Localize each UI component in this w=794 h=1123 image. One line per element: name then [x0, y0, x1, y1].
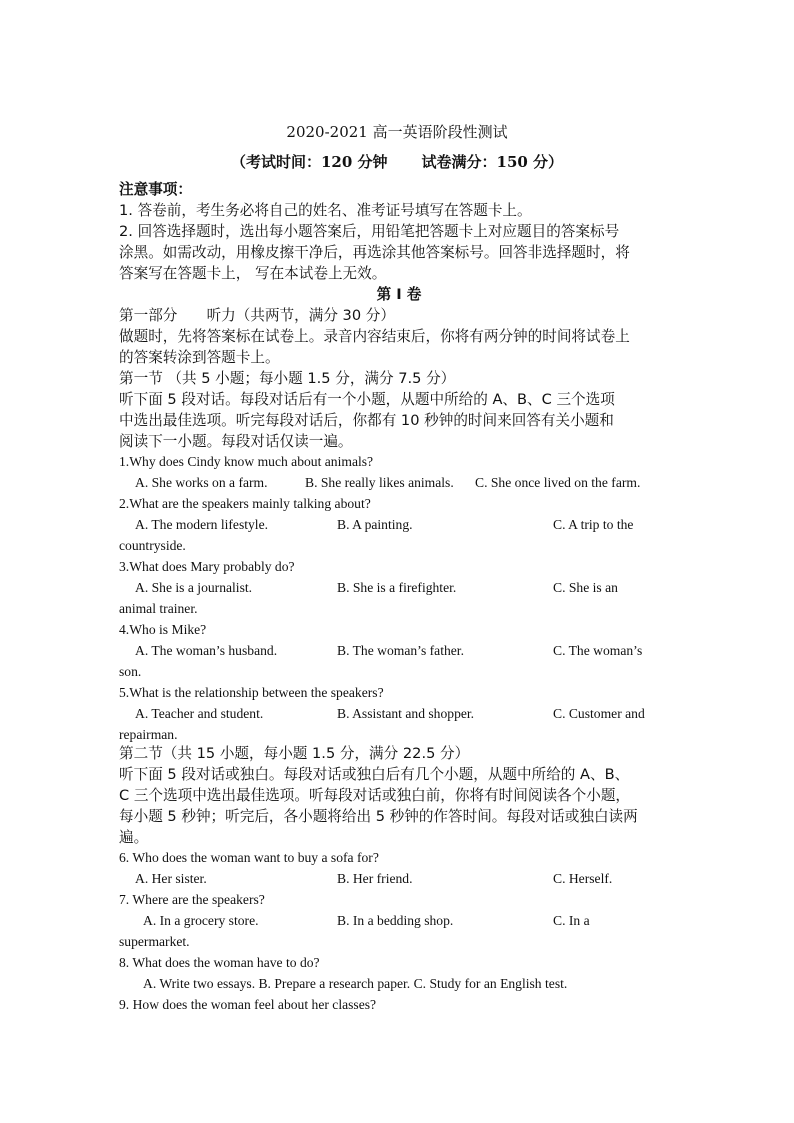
- q2-option-b: B. A painting.: [337, 517, 413, 532]
- q5-option-c: C. Customer and: [553, 706, 645, 721]
- question-3: 3.What does Mary probably do?: [119, 559, 295, 574]
- volume-title: 第 I 卷: [376, 286, 422, 303]
- q2-option-c: C. A trip to the: [553, 517, 634, 532]
- q3-option-a: A. She is a journalist.: [135, 580, 253, 595]
- part1-instruction-line-2: 的答案转涂到答题卡上。: [119, 349, 280, 366]
- exam-subtitle: [0, 151, 794, 172]
- q7-option-b: B. In a bedding shop.: [337, 913, 454, 928]
- section1-instruction-line-3: 阅读下一小题。每段对话仅读一遍。: [119, 433, 353, 450]
- notice-item-2-line-1: 2. 回答选择题时，选出每小题答案后，用铅笔把答题卡上对应题目的答案标号: [119, 223, 620, 240]
- q3-option-c: C. She is an: [553, 580, 618, 595]
- q6-option-c: C. Herself.: [553, 871, 613, 886]
- q2-option-a: A. The modern lifestyle.: [135, 517, 269, 532]
- q8-options: A. Write two essays. B. Prepare a research paper. C. Study for an English test.: [143, 976, 568, 991]
- question-1: 1.Why does Cindy know much about animals?: [119, 454, 374, 469]
- q4-option-a: A. The woman’s husband.: [135, 643, 278, 658]
- section1-title: 第一节 （共 5 小题；每小题 1.5 分，满分 7.5 分）: [119, 370, 456, 387]
- q6-option-b: B. Her friend.: [337, 871, 413, 886]
- q1-option-a: A. She works on a farm.: [135, 475, 268, 490]
- notice-item-2-line-2: 涂黑。如需改动，用橡皮擦干净后，再选涂其他答案标号。回答非选择题时，将: [119, 244, 630, 261]
- q5-option-a: A. Teacher and student.: [135, 706, 264, 721]
- part1-title: 第一部分 听力（共两节，满分 30 分）: [119, 307, 395, 324]
- full-score: 试卷满分：150 分）: [421, 153, 564, 171]
- q4-option-b: B. The woman’s father.: [337, 643, 464, 658]
- q6-option-a: A. Her sister.: [135, 871, 207, 886]
- q5-option-c-continued: repairman.: [119, 727, 178, 742]
- question-5: 5.What is the relationship between the speakers?: [119, 685, 384, 700]
- notice-heading: 注意事项：: [119, 181, 192, 198]
- exam-time: （考试时间：120 分钟: [230, 153, 388, 171]
- question-2: 2.What are the speakers mainly talking about?: [119, 496, 371, 511]
- q3-option-b: B. She is a firefighter.: [337, 580, 457, 595]
- section2-instruction-line-3: 每小题 5 秒钟；听完后，各小题将给出 5 秒钟的作答时间。每段对话或独白读两: [119, 808, 638, 825]
- q1-option-c: C. She once lived on the farm.: [475, 475, 641, 490]
- question-8: 8. What does the woman have to do?: [119, 955, 320, 970]
- section2-title: 第二节（共 15 小题，每小题 1.5 分，满分 22.5 分）: [119, 745, 470, 762]
- section1-instruction-line-2: 中选出最佳选项。听完每段对话后，你都有 10 秒钟的时间来回答有关小题和: [119, 412, 614, 429]
- q4-option-c-continued: son.: [119, 664, 142, 679]
- section2-instruction-line-2: C 三个选项中选出最佳选项。听每段对话或独白前，你将有时间阅读各个小题，: [119, 787, 631, 804]
- question-4: 4.Who is Mike?: [119, 622, 207, 637]
- q5-option-b: B. Assistant and shopper.: [337, 706, 475, 721]
- q3-option-c-continued: animal trainer.: [119, 601, 198, 616]
- exam-title: 2020-2021 高一英语阶段性测试: [286, 123, 508, 141]
- notice-item-2-line-3: 答案写在答题卡上， 写在本试卷上无效。: [119, 265, 387, 282]
- section2-instruction-line-4: 遍。: [119, 829, 149, 846]
- q4-option-c: C. The woman’s: [553, 643, 643, 658]
- question-9: 9. How does the woman feel about her classes?: [119, 997, 377, 1012]
- section2-instruction-line-1: 听下面 5 段对话或独白。每段对话或独白后有几个小题，从题中所给的 A、B、: [119, 766, 630, 783]
- q7-option-c-continued: supermarket.: [119, 934, 190, 949]
- part1-instruction-line-1: 做题时，先将答案标在试卷上。录音内容结束后，你将有两分钟的时间将试卷上: [119, 328, 630, 345]
- q7-option-a: A. In a grocery store.: [143, 913, 259, 928]
- q2-option-c-continued: countryside.: [119, 538, 186, 553]
- q7-option-c: C. In a: [553, 913, 590, 928]
- q1-option-b: B. She really likes animals.: [305, 475, 454, 490]
- question-6: 6. Who does the woman want to buy a sofa for?: [119, 850, 379, 865]
- section1-instruction-line-1: 听下面 5 段对话。每段对话后有一个小题，从题中所给的 A、B、C 三个选项: [119, 391, 615, 408]
- question-7: 7. Where are the speakers?: [119, 892, 265, 907]
- notice-item-1: 1. 答卷前，考生务必将自己的姓名、准考证号填写在答题卡上。: [119, 202, 532, 219]
